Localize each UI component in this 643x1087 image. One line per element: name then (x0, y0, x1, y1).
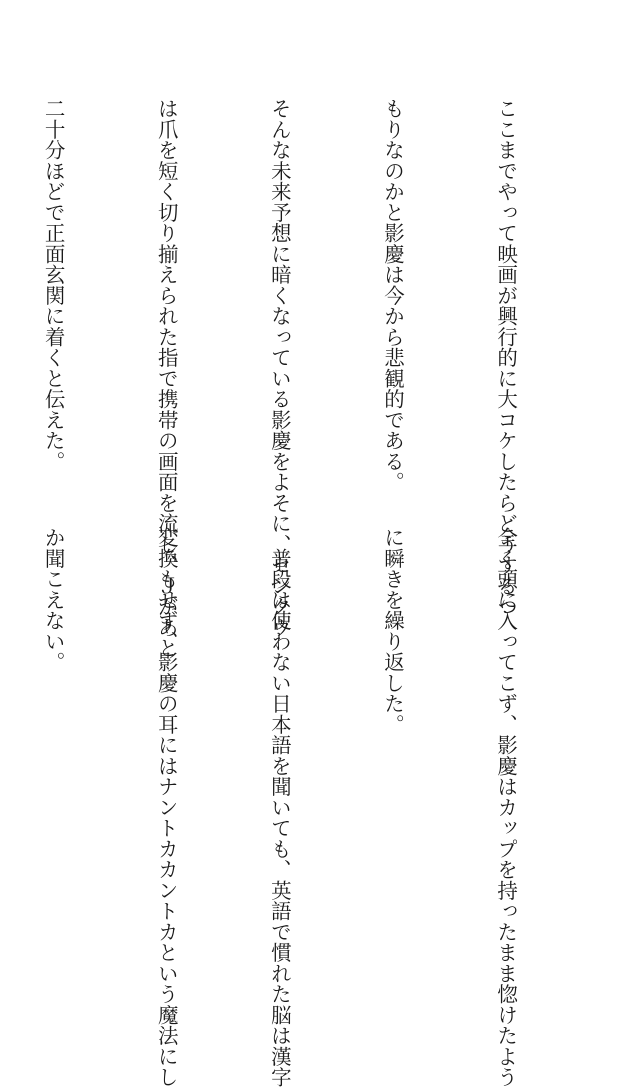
text-line: もりなのかと影慶は今から悲観的である。 (380, 98, 405, 493)
text-line: ここまでやって映画が興行的に大コケしたらどうするつ (493, 98, 518, 617)
text-line: は爪を短く切り揃えられた指で携帯の画面を流し、Ｊがあと (154, 98, 179, 659)
lower-text-block (41, 527, 599, 1087)
text-line: に瞬きを繰り返した。 (380, 527, 405, 735)
text-line: 全く頭に入ってこず、影慶はカップを持ったまま惚けたよう (493, 527, 518, 1087)
text-line: そんな未来予想に暗くなっている影慶をよそに、センクウ (267, 98, 292, 638)
text-line: 普段は使わない日本語を聞いても、英語で慣れた脳は漢字 (267, 527, 292, 1087)
text-line: 二十分ほどで正面玄関に着くと伝えた。 (41, 98, 66, 472)
text-line: か聞こえない。 (41, 527, 66, 673)
text-line: 変換もせず、影慶の耳にはナントカカントカという魔法にし (154, 527, 179, 1087)
